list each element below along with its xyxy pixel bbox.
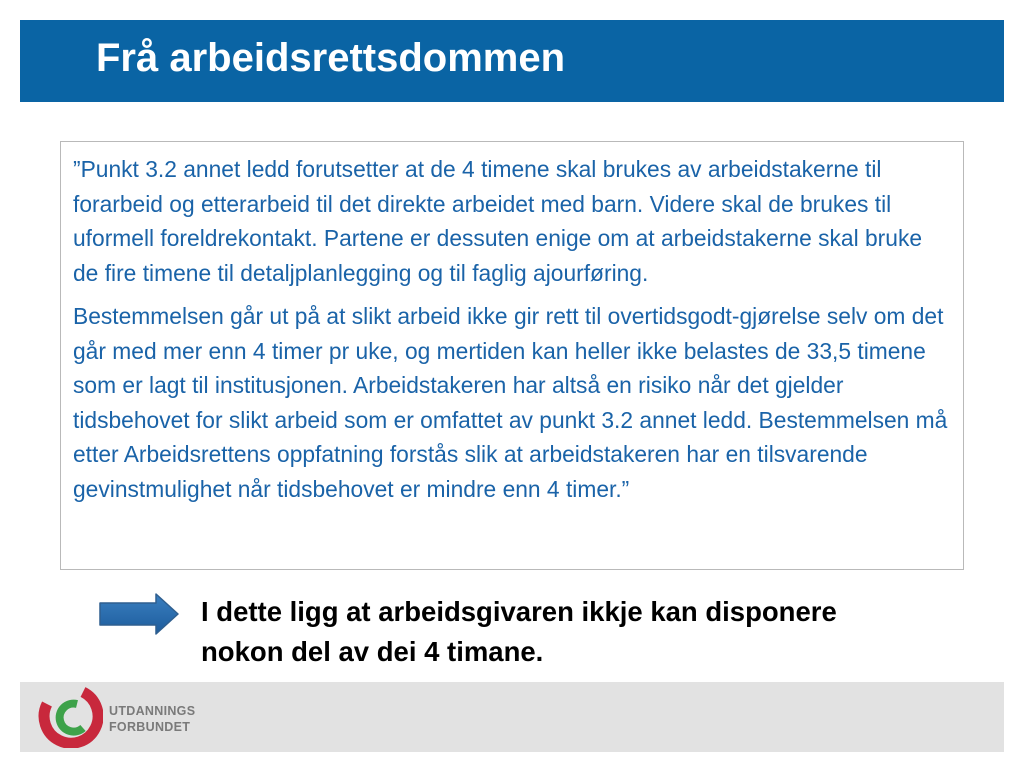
logo-line-1: UTDANNINGS xyxy=(109,704,196,718)
quote-box xyxy=(60,141,964,570)
conclusion-text: I dette ligg at arbeidsgivaren ikkje kan disponere nokon del av dei 4 timane. xyxy=(201,596,837,667)
slide-title: Frå arbeidsrettsdommen xyxy=(96,36,566,80)
quote-paragraph: Bestemmelsen går ut på at slikt arbeid ikke gir rett til overtidsgodt-gjørelse selv om det går med mer enn 4 timer pr uke, og mertiden kan heller ikke belastes de 33,5 timene som er lagt til institusjonen. Arbeidstakeren har altså en risiko når det gjelder tidsbehovet for slikt arbeid som er omfattet av punkt 3.2 annet ledd. Bestemmelsen må etter Arbeidsrettens oppfatning forstås slik at arbeidstakeren har en tilsvarende gevinstmulighet når tidsbehovet er mindre enn 4 timer.” xyxy=(73,303,948,502)
right-arrow-icon xyxy=(98,592,180,636)
quote-paragraph: ”Punkt 3.2 annet ledd forutsetter at de 4 timene skal brukes av arbeidstakerne til forarbeid og etterarbeid til det direkte arbeidet med barn. Videre skal de brukes til uformell foreldrekontakt. Partene er dessuten enige om at arbeidstakerne skal bruke de fire timene til detaljplanlegging og til faglig ajourføring. xyxy=(73,156,923,286)
utdanningsforbundet-logo xyxy=(37,684,103,748)
logo-line-2: FORBUNDET xyxy=(109,720,191,734)
logo-wordmark xyxy=(109,703,195,735)
